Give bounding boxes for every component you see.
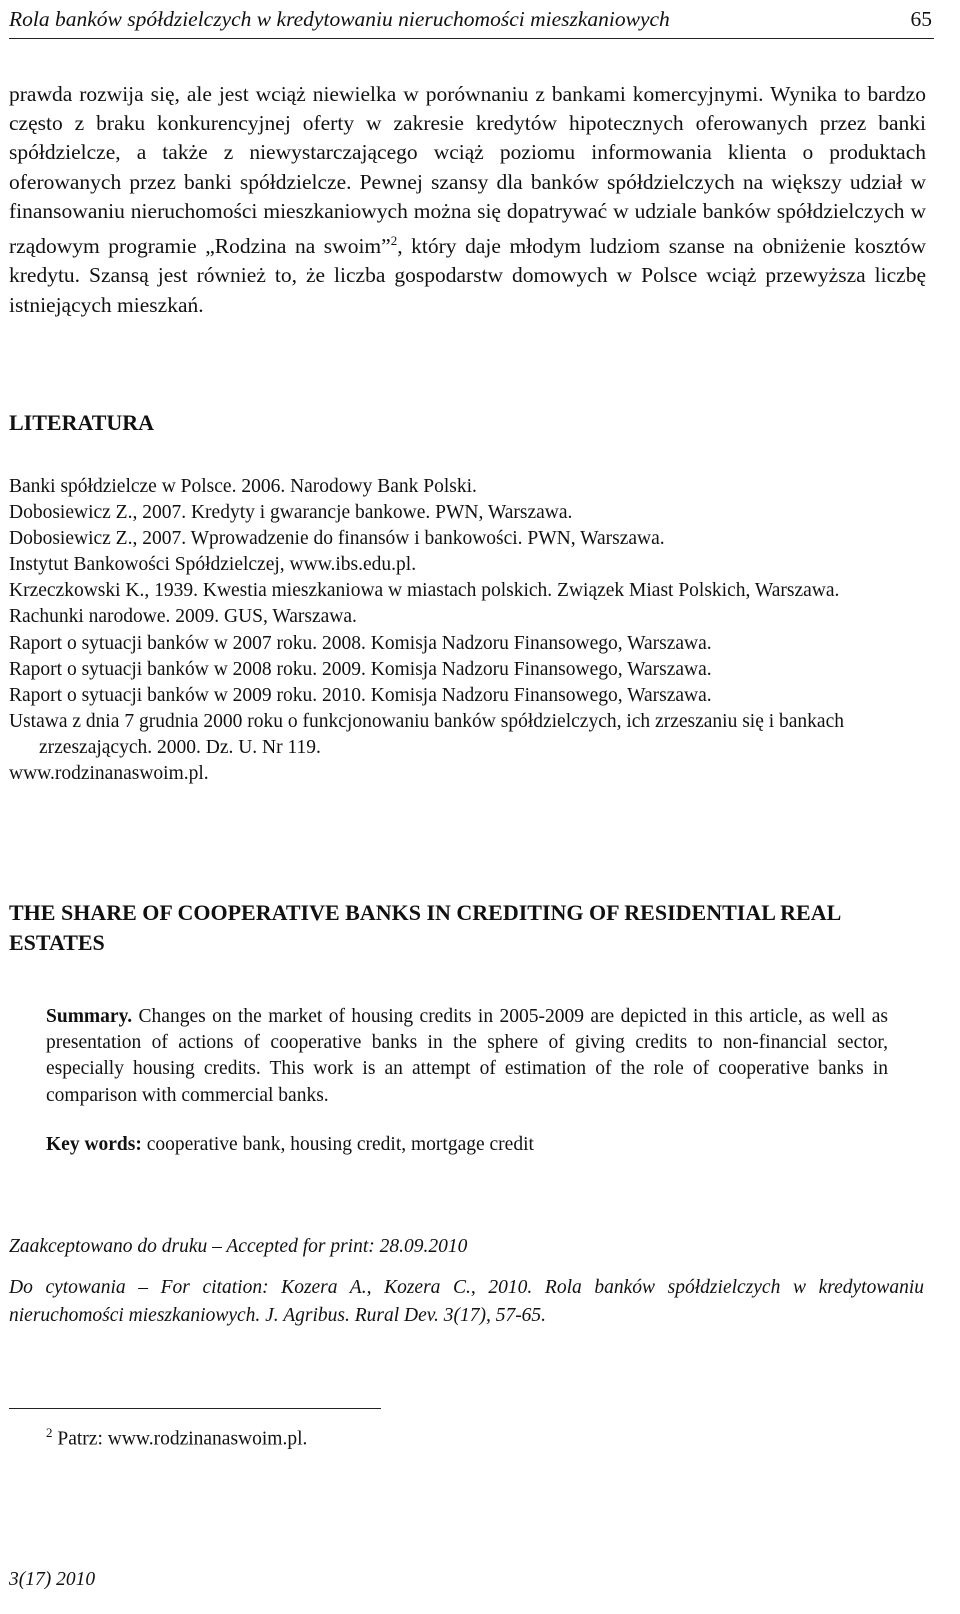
reference-item: Raport o sytuacji banków w 2009 roku. 2010. Komisja Nadzoru Finansowego, Warszawa. [9, 684, 712, 706]
footnote [46, 1420, 307, 1453]
reference-item: Instytut Bankowości Spółdzielczej, www.ibs.edu.pl. [9, 554, 417, 576]
reference-list [9, 474, 926, 787]
reference-item: Rachunki narodowe. 2009. GUS, Warszawa. [9, 606, 357, 628]
keywords-line [46, 1132, 888, 1158]
reference-item: Dobosiewicz Z., 2007. Kredyty i gwarancje bankowe. PWN, Warszawa. [9, 502, 573, 524]
footnote-number: 2 [46, 1425, 53, 1440]
running-title: Rola banków spółdzielczych w kredytowaniu nieruchomości mieszkaniowych [9, 7, 670, 31]
body-text-before: prawda rozwija się, ale jest wciąż niewielka w porównaniu z bankami komercyjnymi. Wynika to bardzo często z braku konkurencyjnej oferty w zakresie kredytów hipotecznych oferowanych przez banki spółdzielcze, a także z niewystarczającego wciąż poziomu informowania klienta o produktach oferowanych przez banki spółdzielcze. Pewnej szansy dla banków spółdzielczych na większy udział w finansowaniu nieruchomości mieszkaniowych można się dopatrywać w udziale banków spółdzielczych w rządowym programie „Rodzina na swoim” [9, 82, 926, 259]
page-number: 65 [910, 7, 932, 31]
footnote-reference[interactable]: 2 [390, 233, 398, 249]
reference-item: Krzeczkowski K., 1939. Kwestia mieszkaniowa w miastach polskich. Związek Miast Polskich, Warszawa. [9, 580, 840, 602]
reference-item: www.rodzinanaswoim.pl. [9, 763, 209, 785]
issue-footer: 3(17) 2010 [9, 1569, 96, 1590]
footnote-text: Patrz: www.rodzinanaswoim.pl. [52, 1428, 308, 1450]
keywords-text: cooperative bank, housing credit, mortgage credit [141, 1134, 534, 1155]
reference-item: Ustawa z dnia 7 grudnia 2000 roku o funkcjonowaniu banków spółdzielczych, ich zrzeszaniu się i bankach zrzeszających. 2000. Dz. U. Nr 119. [9, 710, 844, 758]
literature-heading: LITERATURA [9, 410, 155, 435]
accepted-date: Zaakceptowano do druku – Accepted for print: 28.09.2010 [9, 1236, 468, 1257]
citation: Do cytowania – For citation: Kozera A., Kozera C., 2010. Rola banków spółdzielczych w kredytowaniu nieruchomości mieszkaniowych. J. Agribus. Rural Dev. 3(17), 57-65. [9, 1277, 924, 1326]
body-paragraph [9, 80, 926, 320]
reference-item: Raport o sytuacji banków w 2007 roku. 2008. Komisja Nadzoru Finansowego, Warszawa. [9, 632, 712, 654]
summary-label: Summary. [46, 1006, 133, 1027]
reference-item: Banki spółdzielcze w Polsce. 2006. Narodowy Bank Polski. [9, 476, 477, 497]
keywords-label: Key words: [46, 1134, 142, 1155]
english-title: THE SHARE OF COOPERATIVE BANKS IN CREDITING OF RESIDENTIAL REAL ESTATES [9, 900, 841, 955]
reference-item: Raport o sytuacji banków w 2008 roku. 2009. Komisja Nadzoru Finansowego, Warszawa. [9, 658, 712, 680]
reference-item: Dobosiewicz Z., 2007. Wprowadzenie do finansów i bankowości. PWN, Warszawa. [9, 528, 665, 550]
summary-text: Changes on the market of housing credits in 2005-2009 are depicted in this article, as well as presentation of actions of cooperative banks in the sphere of giving credits to non-financial sector, especially housing credits. This work is an attempt of estimation of the role of cooperative banks in comparison with commercial banks. [46, 1006, 888, 1106]
body-text-after: , który daje młodym ludziom szanse na obniżenie kosztów kredytu. Szansą jest również to, że liczba gospodarstw domowych w Polsce wciąż przewyższa liczbę istniejących mieszkań. [9, 234, 927, 317]
footnote-divider [9, 1408, 381, 1409]
running-header [9, 4, 934, 39]
summary-paragraph [46, 1004, 888, 1109]
